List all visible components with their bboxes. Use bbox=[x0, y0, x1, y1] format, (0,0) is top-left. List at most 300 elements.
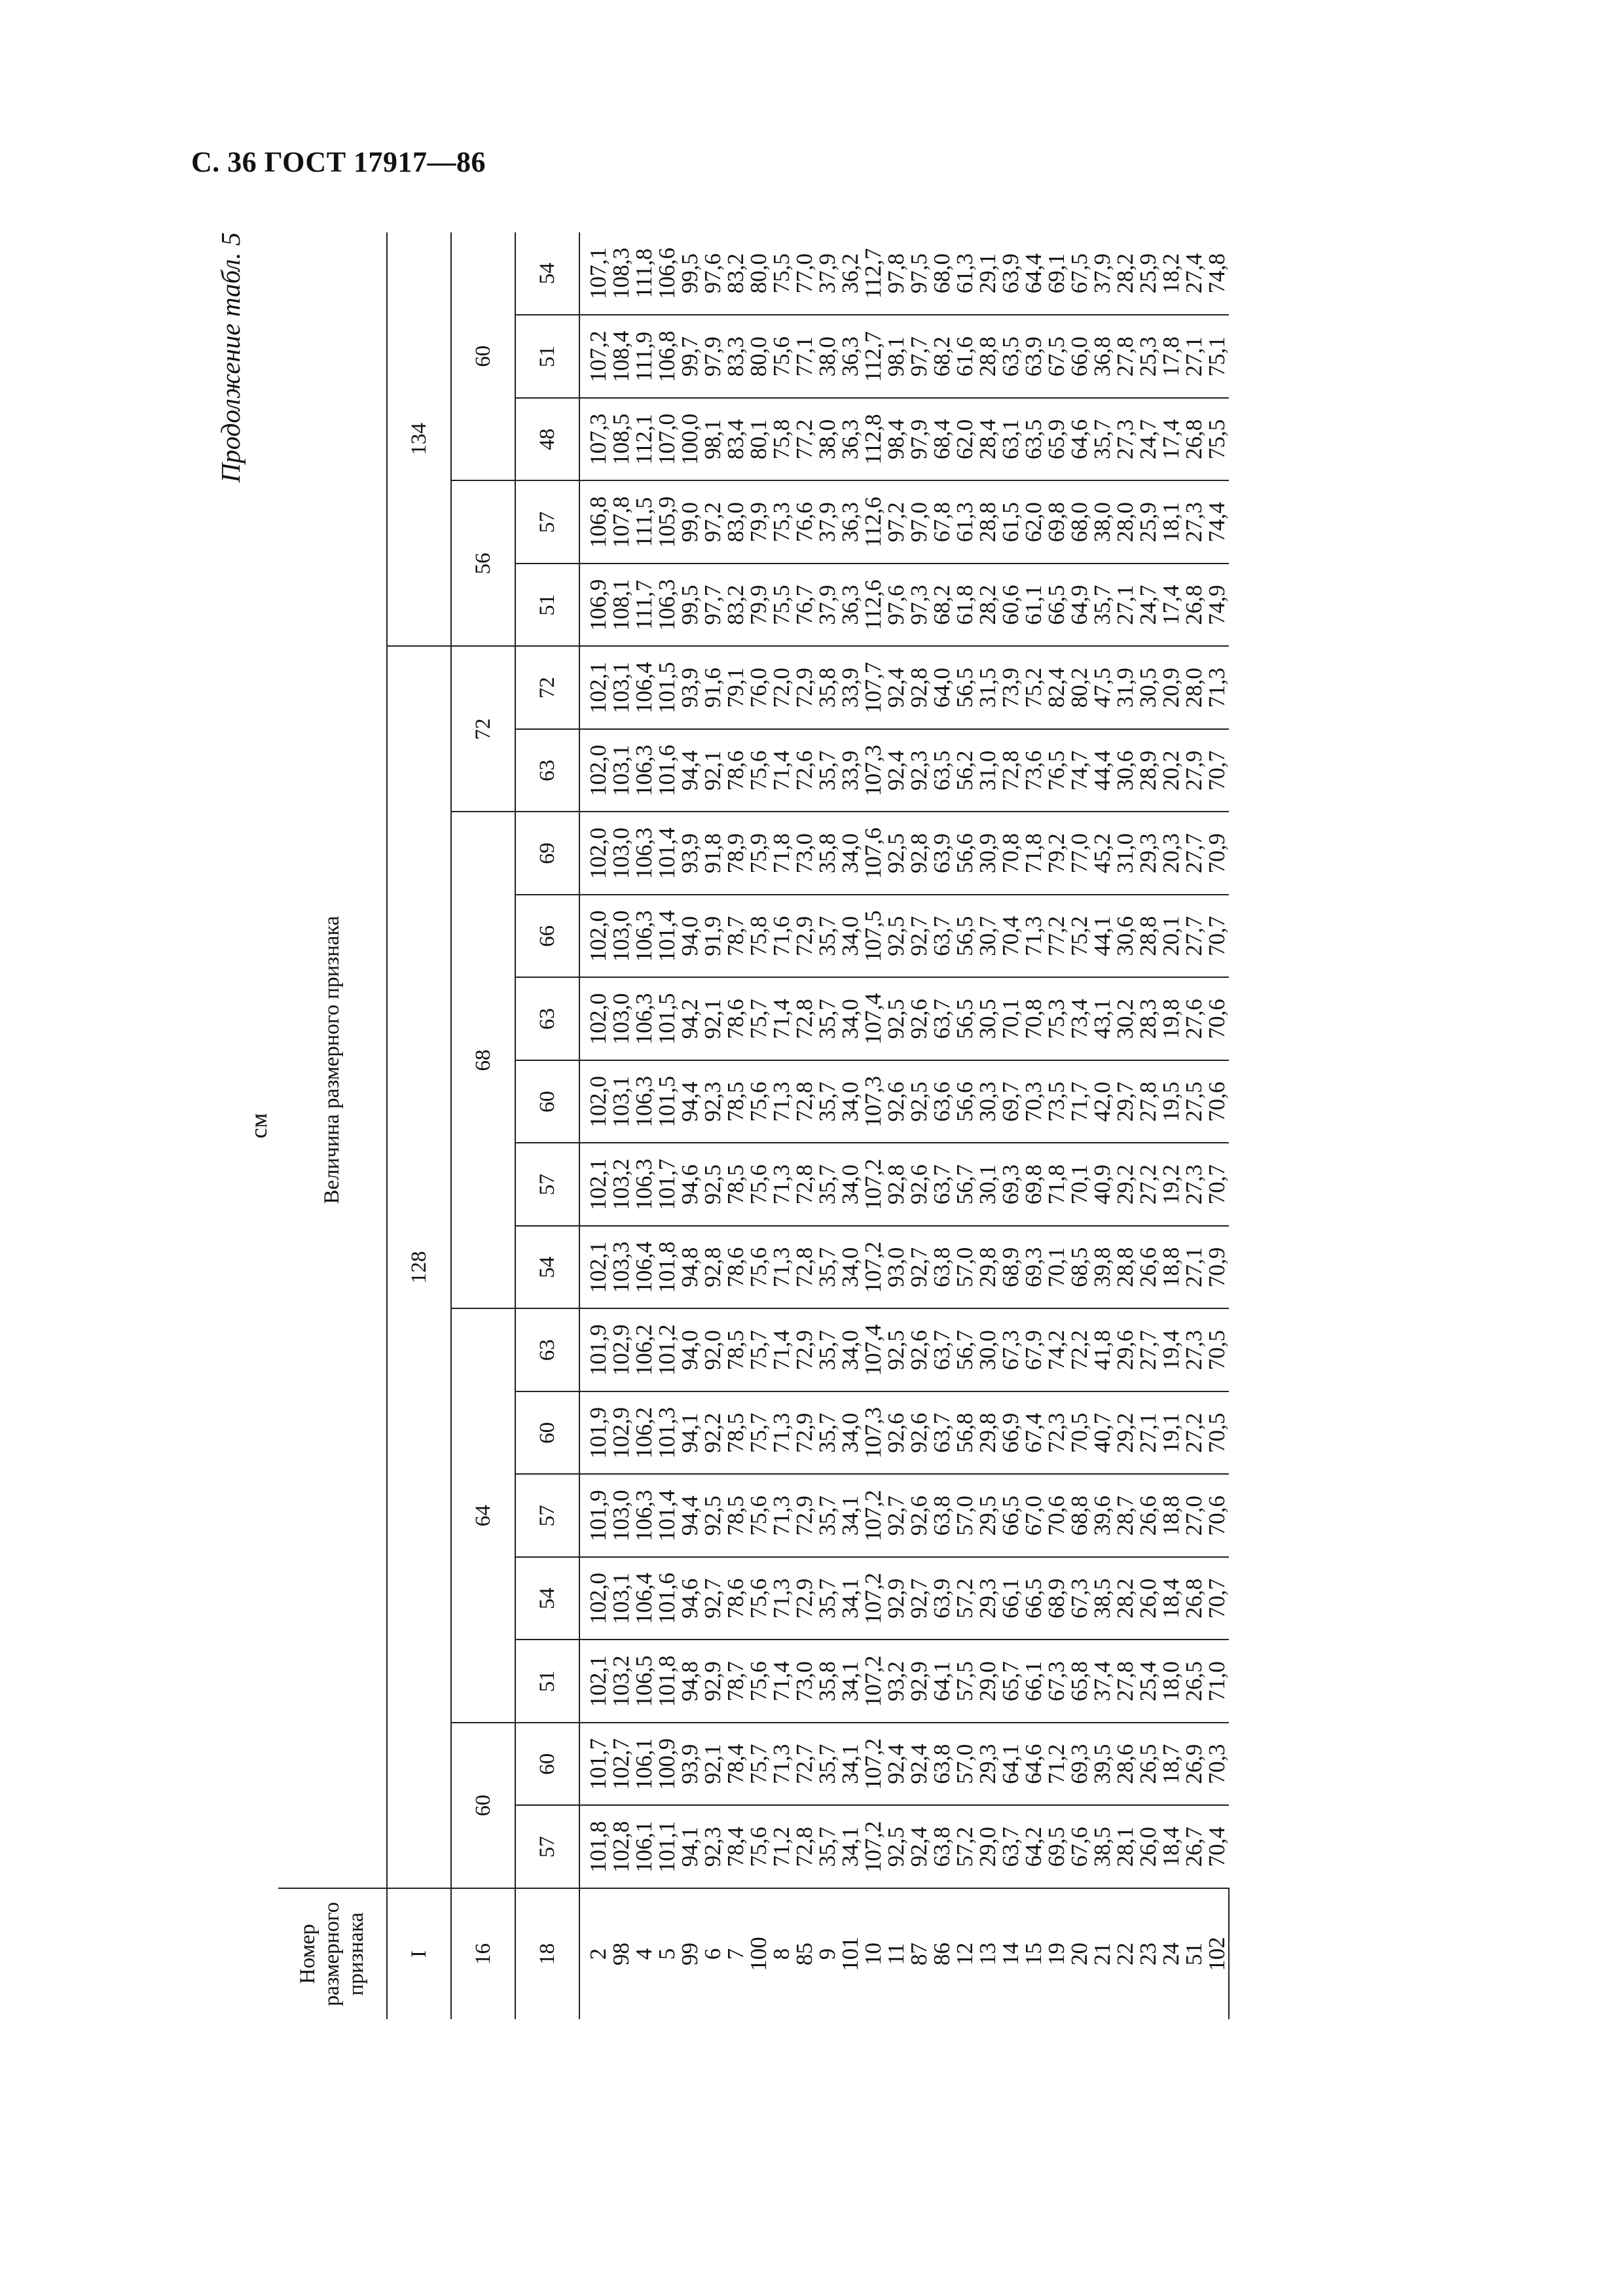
table-cell: 92,7 bbox=[906, 1578, 932, 1619]
column-header: 72 bbox=[515, 647, 579, 730]
table-cell: 91,6 bbox=[700, 668, 725, 708]
table-cell: 61,8 bbox=[952, 584, 977, 625]
table-cell: 31,0 bbox=[975, 750, 1000, 791]
table-cell: 107,2 bbox=[860, 1572, 886, 1624]
table-cell: 92,7 bbox=[906, 916, 932, 956]
table-cell: 107,8 bbox=[608, 496, 634, 548]
table-cell: 93,2 bbox=[883, 1661, 909, 1702]
table-cell: 75,3 bbox=[769, 502, 794, 543]
table-cell: 75,9 bbox=[746, 833, 771, 874]
table-cell: 37,9 bbox=[814, 253, 840, 294]
table-cell: 106,8 bbox=[585, 496, 611, 548]
table-cell: 25,3 bbox=[1135, 336, 1161, 377]
table-cell: 94,2 bbox=[677, 999, 702, 1039]
table-cell: 28,8 bbox=[1112, 1247, 1138, 1287]
table-cell: 31,5 bbox=[975, 668, 1000, 708]
table-cell: 56,5 bbox=[952, 999, 977, 1039]
table-cell: 38,0 bbox=[1089, 502, 1115, 543]
value-column bbox=[579, 232, 1229, 315]
value-column bbox=[579, 978, 1229, 1061]
table-cell: 70,7 bbox=[1204, 916, 1230, 956]
table-cell: 97,0 bbox=[906, 502, 932, 543]
table-cell: 74,4 bbox=[1204, 502, 1230, 543]
table-cell: 73,4 bbox=[1067, 999, 1092, 1039]
table-cell: 107,2 bbox=[860, 1490, 886, 1542]
subgroup-header: 68 bbox=[451, 812, 515, 1309]
table-cell: 107,2 bbox=[585, 331, 611, 383]
table-cell: 92,5 bbox=[883, 916, 909, 956]
table-cell: 47,5 bbox=[1089, 668, 1115, 708]
value-column bbox=[579, 1806, 1229, 1889]
table-cell: 70,3 bbox=[1204, 1744, 1230, 1784]
table-cell: 92,7 bbox=[700, 1578, 725, 1619]
table-cell: 18,7 bbox=[1158, 1744, 1184, 1784]
table-cell: 92,3 bbox=[700, 1081, 725, 1122]
table-cell: 92,8 bbox=[700, 1247, 725, 1287]
table-cell: 30,6 bbox=[1112, 750, 1138, 791]
table-cell: 106,4 bbox=[631, 1241, 657, 1293]
table-cell: 28,3 bbox=[1135, 999, 1161, 1039]
table-cell: 30,6 bbox=[1112, 916, 1138, 956]
table-cell: 26,0 bbox=[1135, 1578, 1161, 1619]
table-cell: 61,6 bbox=[952, 336, 977, 377]
table-cell: 73,0 bbox=[792, 1661, 817, 1702]
table-cell: 19,1 bbox=[1158, 1412, 1184, 1453]
table-cell: 99,5 bbox=[677, 584, 702, 625]
table-cell: 69,1 bbox=[1044, 253, 1069, 294]
table-cell: 68,2 bbox=[929, 584, 955, 625]
table-cell: 66,9 bbox=[998, 1412, 1023, 1453]
table-cell: 29,6 bbox=[1112, 1330, 1138, 1371]
table-cell: 67,6 bbox=[1067, 1827, 1092, 1867]
table-cell: 107,2 bbox=[860, 1241, 886, 1293]
value-column bbox=[579, 1475, 1229, 1558]
table-cell: 78,5 bbox=[723, 1081, 748, 1122]
table-cell: 75,7 bbox=[746, 1412, 771, 1453]
table-cell: 102,0 bbox=[585, 1572, 611, 1624]
table-cell: 97,2 bbox=[883, 502, 909, 543]
table-cell: 45,2 bbox=[1089, 833, 1115, 874]
table-cell: 27,6 bbox=[1181, 999, 1207, 1039]
table-cell: 35,8 bbox=[814, 1661, 840, 1702]
table-cell: 101,7 bbox=[585, 1738, 611, 1790]
table-cell: 70,7 bbox=[1204, 750, 1230, 791]
table-cell: 70,7 bbox=[1204, 1578, 1230, 1619]
table-cell: 27,3 bbox=[1181, 1330, 1207, 1371]
table-cell: 107,5 bbox=[860, 910, 886, 962]
row-id: 98 bbox=[608, 1943, 634, 1965]
row-ids-cell bbox=[579, 1888, 1229, 2019]
column-header: 63 bbox=[515, 1309, 579, 1392]
table-cell: 78,5 bbox=[723, 1164, 748, 1205]
table-cell: 102,8 bbox=[608, 1821, 634, 1873]
table-cell: 28,8 bbox=[1135, 916, 1161, 956]
table-cell: 66,5 bbox=[1021, 1578, 1046, 1619]
value-column bbox=[579, 1723, 1229, 1806]
column-header: 57 bbox=[515, 481, 579, 564]
table-cell: 72,9 bbox=[792, 916, 817, 956]
table-cell: 92,4 bbox=[883, 750, 909, 791]
table-cell: 34,1 bbox=[837, 1744, 863, 1784]
table-cell: 57,0 bbox=[952, 1496, 977, 1536]
table-cell: 94,6 bbox=[677, 1578, 702, 1619]
group-header: 134 bbox=[387, 232, 451, 647]
table-cell: 92,5 bbox=[700, 1164, 725, 1205]
table-cell: 102,0 bbox=[585, 993, 611, 1045]
table-cell: 27,7 bbox=[1135, 1330, 1161, 1371]
table-cell: 36,2 bbox=[837, 253, 863, 294]
table-cell: 112,7 bbox=[860, 248, 886, 299]
table-cell: 78,9 bbox=[723, 833, 748, 874]
table-cell: 71,6 bbox=[769, 916, 794, 956]
table-cell: 24,7 bbox=[1135, 584, 1161, 625]
table-cell: 92,5 bbox=[700, 1496, 725, 1536]
table-cell: 36,8 bbox=[1089, 336, 1115, 377]
table-cell: 36,3 bbox=[837, 584, 863, 625]
table-cell: 92,6 bbox=[906, 1330, 932, 1371]
table-cell: 36,3 bbox=[837, 336, 863, 377]
table-cell: 78,4 bbox=[723, 1827, 748, 1867]
table-cell: 112,6 bbox=[860, 579, 886, 630]
row-id: 101 bbox=[837, 1937, 863, 1971]
table-cell: 92,8 bbox=[906, 668, 932, 708]
table-cell: 101,9 bbox=[585, 1490, 611, 1542]
row-id: 99 bbox=[677, 1943, 702, 1965]
table-cell: 28,7 bbox=[1112, 1496, 1138, 1536]
table-cell: 34,0 bbox=[837, 1081, 863, 1122]
subgroup-header: 56 bbox=[451, 481, 515, 647]
table-cell: 34,1 bbox=[837, 1827, 863, 1867]
table-cell: 39,6 bbox=[1089, 1496, 1115, 1536]
table-cell: 92,5 bbox=[906, 1081, 932, 1122]
column-header: 60 bbox=[515, 1060, 579, 1143]
table-cell: 78,7 bbox=[723, 916, 748, 956]
table-cell: 77,2 bbox=[1044, 916, 1069, 956]
table-cell: 24,7 bbox=[1135, 419, 1161, 459]
table-cell: 102,9 bbox=[608, 1324, 634, 1376]
table-cell: 69,5 bbox=[1044, 1827, 1069, 1867]
table-cell: 56,5 bbox=[952, 668, 977, 708]
table-cell: 72,8 bbox=[792, 1081, 817, 1122]
table-cell: 93,9 bbox=[677, 668, 702, 708]
table-cell: 64,0 bbox=[929, 668, 955, 708]
table-cell: 33,9 bbox=[837, 750, 863, 791]
table-cell: 99,7 bbox=[677, 336, 702, 377]
table-cell: 92,8 bbox=[883, 1164, 909, 1205]
table-cell: 92,6 bbox=[883, 1081, 909, 1122]
table-cell: 101,5 bbox=[654, 1075, 680, 1128]
table-cell: 35,7 bbox=[1089, 419, 1115, 459]
table-cell: 18,8 bbox=[1158, 1247, 1184, 1287]
table-cell: 72,8 bbox=[998, 750, 1023, 791]
table-cell: 28,2 bbox=[975, 584, 1000, 625]
table-cell: 72,2 bbox=[1067, 1330, 1092, 1371]
table-cell: 27,2 bbox=[1181, 1412, 1207, 1453]
table-cell: 75,6 bbox=[746, 1247, 771, 1287]
table-cell: 103,0 bbox=[608, 1490, 634, 1542]
table-cell: 75,8 bbox=[746, 916, 771, 956]
column-header: 69 bbox=[515, 812, 579, 895]
table-cell: 97,2 bbox=[700, 502, 725, 543]
table-cell: 34,1 bbox=[837, 1661, 863, 1702]
column-header: 57 bbox=[515, 1806, 579, 1889]
table-cell: 105,9 bbox=[654, 496, 680, 548]
table-cell: 107,3 bbox=[585, 413, 611, 465]
table-cell: 101,4 bbox=[654, 910, 680, 962]
table-cell: 92,0 bbox=[700, 1330, 725, 1371]
table-cell: 64,4 bbox=[1021, 253, 1046, 294]
table-cell: 70,1 bbox=[998, 999, 1023, 1039]
table-cell: 107,3 bbox=[860, 744, 886, 797]
table-cell: 101,7 bbox=[654, 1158, 680, 1211]
table-cell: 26,8 bbox=[1181, 1578, 1207, 1619]
table-cell: 93,9 bbox=[677, 833, 702, 874]
table-cell: 31,0 bbox=[1112, 833, 1138, 874]
table-cell: 92,6 bbox=[883, 1412, 909, 1453]
level-label: I bbox=[387, 1888, 451, 2019]
value-column bbox=[579, 1060, 1229, 1143]
table-cell: 63,7 bbox=[929, 916, 955, 956]
table-cell: 68,4 bbox=[929, 419, 955, 459]
table-cell: 68,0 bbox=[929, 253, 955, 294]
table-cell: 29,0 bbox=[975, 1661, 1000, 1702]
table-cell: 72,0 bbox=[769, 668, 794, 708]
table-cell: 61,1 bbox=[1021, 584, 1046, 625]
table-cell: 101,6 bbox=[654, 744, 680, 797]
table-cell: 35,7 bbox=[814, 1081, 840, 1122]
table-cell: 78,6 bbox=[723, 999, 748, 1039]
table-caption: Продолжение табл. 5 bbox=[215, 232, 246, 483]
table-cell: 34,1 bbox=[837, 1496, 863, 1536]
value-column bbox=[579, 729, 1229, 812]
table-cell: 28,2 bbox=[1112, 253, 1138, 294]
table-cell: 27,1 bbox=[1112, 584, 1138, 625]
table-cell: 70,8 bbox=[1021, 999, 1046, 1039]
value-column bbox=[579, 564, 1229, 647]
table-cell: 72,8 bbox=[792, 1827, 817, 1867]
table-cell: 71,4 bbox=[769, 1661, 794, 1702]
table-cell: 102,9 bbox=[608, 1407, 634, 1459]
table-cell: 30,9 bbox=[975, 833, 1000, 874]
table-cell: 75,6 bbox=[769, 336, 794, 377]
table-cell: 35,7 bbox=[814, 1247, 840, 1287]
table-cell: 72,3 bbox=[1044, 1412, 1069, 1453]
table-cell: 26,5 bbox=[1135, 1744, 1161, 1784]
table-cell: 34,0 bbox=[837, 916, 863, 956]
table-cell: 34,0 bbox=[837, 1164, 863, 1205]
table-cell: 38,0 bbox=[814, 336, 840, 377]
table-cell: 106,4 bbox=[631, 662, 657, 714]
table-cell: 92,6 bbox=[906, 1164, 932, 1205]
table-cell: 71,3 bbox=[769, 1744, 794, 1784]
table-cell: 78,4 bbox=[723, 1744, 748, 1784]
value-column bbox=[579, 315, 1229, 399]
table-cell: 112,7 bbox=[860, 331, 886, 382]
subgroup-header: 60 bbox=[451, 1723, 515, 1888]
table-cell: 101,9 bbox=[585, 1324, 611, 1376]
table-cell: 82,4 bbox=[1044, 668, 1069, 708]
table-cell: 30,0 bbox=[975, 1330, 1000, 1371]
table-cell: 92,4 bbox=[883, 1744, 909, 1784]
table-cell: 26,5 bbox=[1181, 1661, 1207, 1702]
table-cell: 18,8 bbox=[1158, 1496, 1184, 1536]
table-cell: 92,5 bbox=[883, 833, 909, 874]
table-cell: 92,3 bbox=[700, 1827, 725, 1867]
table-cell: 56,6 bbox=[952, 833, 977, 874]
table-cell: 70,1 bbox=[1044, 1247, 1069, 1287]
table-cell: 63,8 bbox=[929, 1827, 955, 1867]
table-cell: 63,8 bbox=[929, 1247, 955, 1287]
column-header: 54 bbox=[515, 1557, 579, 1640]
table-cell: 71,3 bbox=[769, 1081, 794, 1122]
table-cell: 73,9 bbox=[998, 668, 1023, 708]
table-cell: 17,4 bbox=[1158, 419, 1184, 459]
table-cell: 40,7 bbox=[1089, 1412, 1115, 1453]
table-cell: 72,7 bbox=[792, 1744, 817, 1784]
row-id: 5 bbox=[654, 1948, 680, 1960]
column-header: 54 bbox=[515, 232, 579, 315]
table-cell: 106,1 bbox=[631, 1738, 657, 1790]
value-column bbox=[579, 647, 1229, 730]
table-cell: 66,5 bbox=[998, 1496, 1023, 1536]
value-column bbox=[579, 812, 1229, 895]
table-cell: 94,4 bbox=[677, 1081, 702, 1122]
table-cell: 38,5 bbox=[1089, 1827, 1115, 1867]
table-cell: 35,7 bbox=[814, 1330, 840, 1371]
table-cell: 75,6 bbox=[746, 1827, 771, 1867]
table-cell: 70,6 bbox=[1204, 1496, 1230, 1536]
table-cell: 71,8 bbox=[1044, 1164, 1069, 1205]
table-cell: 66,1 bbox=[998, 1578, 1023, 1619]
level-label: 18 bbox=[515, 1888, 579, 2019]
table-cell: 57,5 bbox=[952, 1661, 977, 1702]
table-cell: 71,3 bbox=[769, 1164, 794, 1205]
table-cell: 91,9 bbox=[700, 916, 725, 956]
table-cell: 97,5 bbox=[906, 253, 932, 294]
table-cell: 92,8 bbox=[906, 833, 932, 874]
table-cell: 92,2 bbox=[700, 1412, 725, 1453]
table-cell: 63,7 bbox=[998, 1827, 1023, 1867]
table-cell: 106,3 bbox=[631, 1490, 657, 1542]
table-cell: 72,8 bbox=[792, 999, 817, 1039]
table-cell: 97,8 bbox=[883, 253, 909, 294]
table-cell: 72,9 bbox=[792, 1496, 817, 1536]
table-cell: 31,9 bbox=[1112, 668, 1138, 708]
table-cell: 97,3 bbox=[906, 584, 932, 625]
table-cell: 75,6 bbox=[746, 1496, 771, 1536]
table-cell: 27,3 bbox=[1181, 502, 1207, 543]
table-cell: 111,7 bbox=[631, 580, 657, 630]
table-cell: 101,8 bbox=[654, 1241, 680, 1293]
table-cell: 94,6 bbox=[677, 1164, 702, 1205]
table-cell: 67,9 bbox=[1021, 1330, 1046, 1371]
table-cell: 28,6 bbox=[1112, 1744, 1138, 1784]
table-cell: 66,0 bbox=[1067, 336, 1092, 377]
rotated-table-block bbox=[215, 232, 1329, 2019]
row-id: 87 bbox=[906, 1943, 932, 1965]
row-id: 22 bbox=[1112, 1943, 1138, 1965]
table-cell: 103,0 bbox=[608, 910, 634, 962]
table-cell: 69,8 bbox=[1021, 1164, 1046, 1205]
column-header: 60 bbox=[515, 1391, 579, 1475]
table-cell: 26,8 bbox=[1181, 419, 1207, 459]
column-header: 60 bbox=[515, 1723, 579, 1806]
table-cell: 75,8 bbox=[769, 419, 794, 459]
table-cell: 106,3 bbox=[631, 993, 657, 1045]
table-cell: 72,9 bbox=[792, 1330, 817, 1371]
table-cell: 67,3 bbox=[1044, 1661, 1069, 1702]
table-cell: 27,2 bbox=[1135, 1164, 1161, 1205]
table-cell: 57,0 bbox=[952, 1247, 977, 1287]
table-cell: 63,7 bbox=[929, 1412, 955, 1453]
table-cell: 77,0 bbox=[1067, 833, 1092, 874]
table-cell: 107,2 bbox=[860, 1821, 886, 1873]
table-cell: 98,4 bbox=[883, 419, 909, 459]
table-cell: 71,3 bbox=[769, 1578, 794, 1619]
table-cell: 112,1 bbox=[631, 414, 657, 465]
table-cell: 111,8 bbox=[631, 248, 657, 298]
table-cell: 27,8 bbox=[1112, 336, 1138, 377]
table-cell: 63,7 bbox=[929, 1330, 955, 1371]
table-cell: 20,2 bbox=[1158, 750, 1184, 791]
table-cell: 71,8 bbox=[1021, 833, 1046, 874]
table-cell: 93,0 bbox=[883, 1247, 909, 1287]
table-cell: 103,2 bbox=[608, 1655, 634, 1708]
table-cell: 30,3 bbox=[975, 1081, 1000, 1122]
table-cell: 71,4 bbox=[769, 999, 794, 1039]
table-cell: 56,8 bbox=[952, 1412, 977, 1453]
table-cell: 30,2 bbox=[1112, 999, 1138, 1039]
table-cell: 69,3 bbox=[998, 1164, 1023, 1205]
row-id: 13 bbox=[975, 1943, 1000, 1965]
value-column bbox=[579, 1391, 1229, 1475]
table-cell: 94,1 bbox=[677, 1827, 702, 1867]
table-cell: 97,9 bbox=[906, 419, 932, 459]
group-title: Величина размерного признака bbox=[278, 232, 387, 1888]
table-cell: 65,8 bbox=[1067, 1661, 1092, 1702]
table-cell: 28,0 bbox=[1112, 502, 1138, 543]
table-cell: 78,7 bbox=[723, 1661, 748, 1702]
table-cell: 73,5 bbox=[1044, 1081, 1069, 1122]
table-cell: 27,1 bbox=[1181, 1247, 1207, 1287]
table-cell: 56,2 bbox=[952, 750, 977, 791]
row-id: 86 bbox=[929, 1943, 955, 1965]
table-cell: 106,3 bbox=[631, 910, 657, 962]
table-cell: 27,8 bbox=[1135, 1081, 1161, 1122]
row-header-title: Номер размерного признака bbox=[278, 1888, 387, 2019]
table-cell: 97,7 bbox=[906, 336, 932, 377]
table-cell: 27,5 bbox=[1181, 1081, 1207, 1122]
column-header: 63 bbox=[515, 729, 579, 812]
table-cell: 30,5 bbox=[1135, 668, 1161, 708]
table-cell: 78,6 bbox=[723, 1247, 748, 1287]
table-cell: 19,2 bbox=[1158, 1164, 1184, 1205]
table-cell: 100,9 bbox=[654, 1738, 680, 1790]
table-cell: 92,7 bbox=[906, 1247, 932, 1287]
table-cell: 61,5 bbox=[998, 502, 1023, 543]
table-cell: 76,7 bbox=[792, 584, 817, 625]
table-cell: 18,4 bbox=[1158, 1578, 1184, 1619]
table-cell: 106,2 bbox=[631, 1407, 657, 1459]
table-cell: 19,5 bbox=[1158, 1081, 1184, 1122]
table-cell: 64,6 bbox=[1021, 1744, 1046, 1784]
table-cell: 75,6 bbox=[746, 1081, 771, 1122]
table-cell: 99,0 bbox=[677, 502, 702, 543]
table-cell: 92,9 bbox=[906, 1661, 932, 1702]
table-cell: 72,9 bbox=[792, 668, 817, 708]
table-cell: 70,9 bbox=[1204, 1247, 1230, 1287]
table-cell: 108,3 bbox=[608, 247, 634, 300]
